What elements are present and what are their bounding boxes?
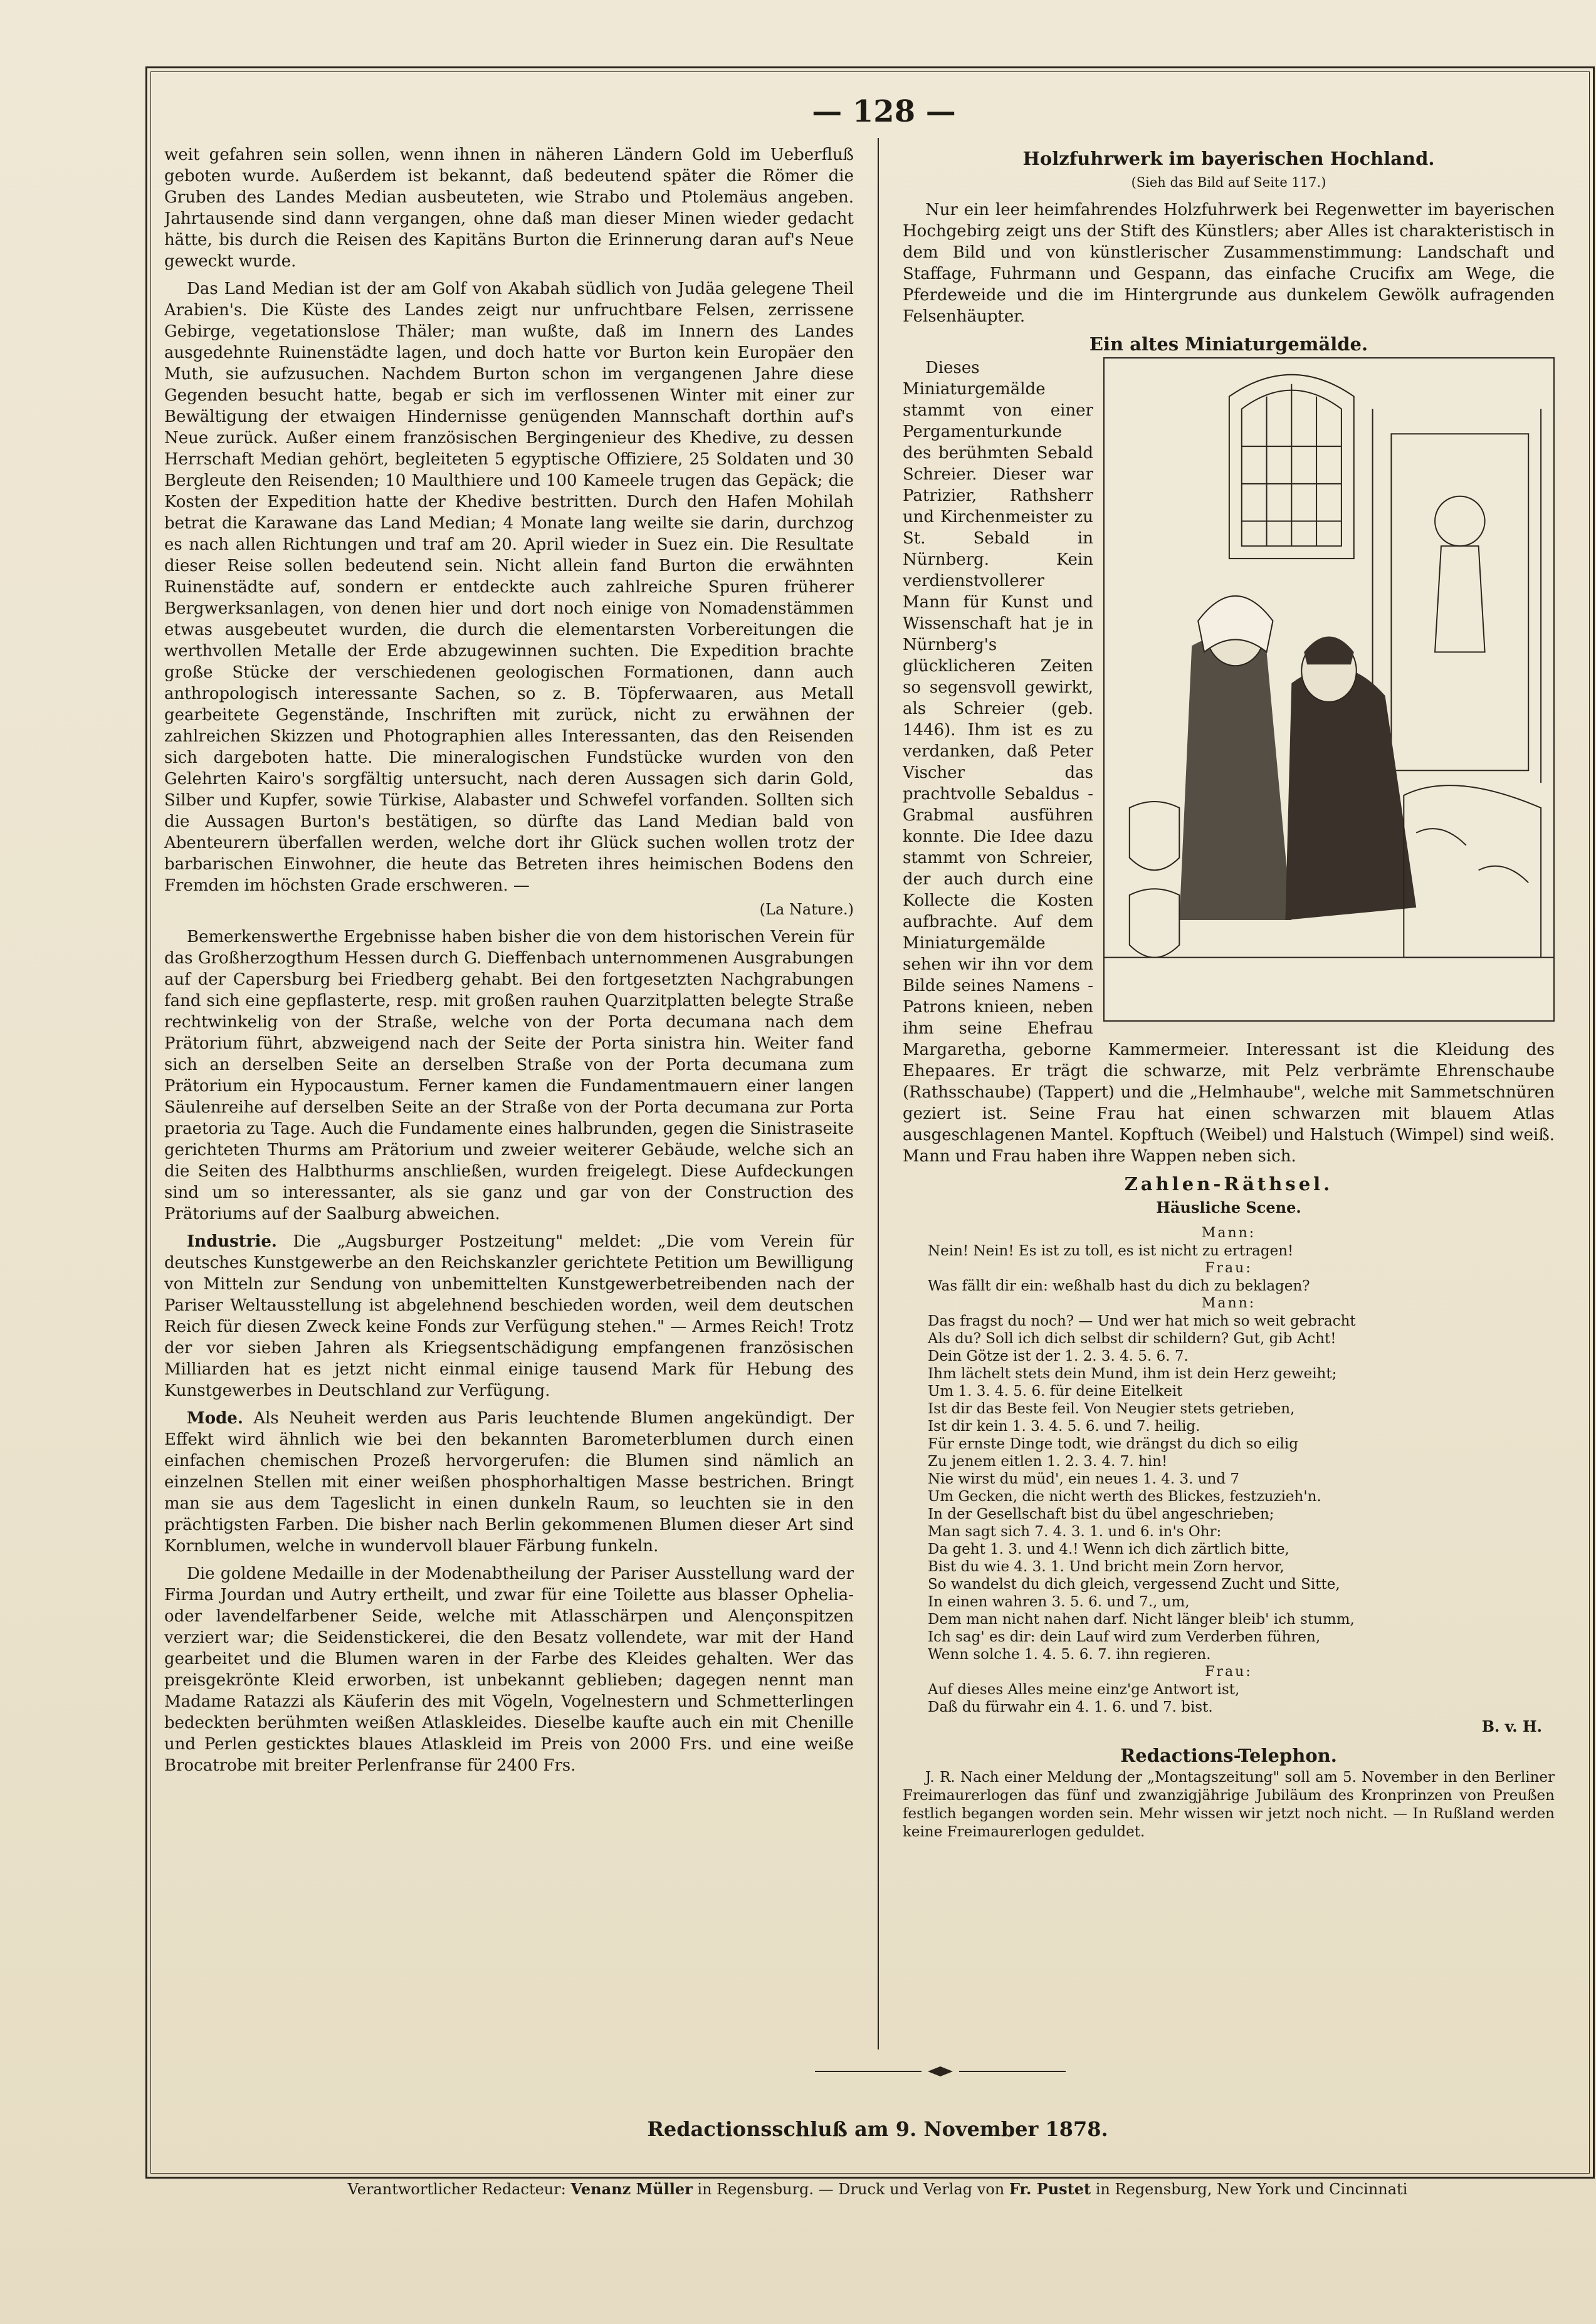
imprint-footer [313, 2180, 1442, 2198]
article-redactions-telephon: J. R. Nach einer Meldung der „Montagszeitung" soll am 5. November in den Berliner Freimaurerlogen das fünf und zwanzigjährige Jubiläum des Kronprinzen von Preußen festlich begangen worden sein. Mehr wissen wir jetzt noch nicht. — In Rußland werden keine Freimaurerlogen geduldet. [903, 1769, 1555, 1840]
page-number: — 128 — [812, 94, 956, 129]
source-la-nature: (La Nature.) [759, 901, 854, 918]
riddle-line: So wandelst du dich gleich, vergessend Zucht und Sitte, [928, 1576, 1340, 1593]
speaker-frau: Frau: [1205, 1664, 1252, 1680]
riddle-line: Dein Götze ist der 1. 2. 3. 4. 5. 6. 7. [928, 1348, 1189, 1364]
riddle-line: Das fragst du noch? — Und wer hat mich so weit gebracht [928, 1313, 1356, 1329]
riddle-line: Da geht 1. 3. und 4.! Wenn ich dich zärtlich bitte, [928, 1541, 1289, 1557]
heading-holzfuhrwerk: Holzfuhrwerk im bayerischen Hochland. [1022, 148, 1435, 169]
article-medaille: Die goldene Medaille in der Modenabtheilung der Pariser Ausstellung ward der Firma Jourdan und Autry ertheilt, und zwar für eine Toilette aus blasser Ophelia- oder lavendelfarbener Seide, welche mit Atlasschärpen und Alençonspitzen verziert war; die Seidenstickerei, die den Besatz vollendete, war mit der Hand gearbeitet und die Blumen waren in der Farbe des Kleides gehalten. Wer das preisgekrönte Kleid erworben, ist unbekannt geblieben; dagegen nennt man Madame Ratazzi als Käuferin des mit Vögeln, Vogelnestern und Schmetterlingen bedeckten berühmten weißen Atlaskleides. Dieselbe kaufte auch ein mit Chenille und Perlen gesticktes blaues Atlaskleid im Preis von 2000 Frs. und eine weiße Brocatrobe mit breiter Perlenfranse für 2400 Frs. [164, 1564, 854, 1775]
subheading-haeusliche-scene: Häusliche Scene. [1156, 1198, 1301, 1217]
riddle-line: Nein! Nein! Es ist zu toll, es ist nicht zu ertragen! [928, 1243, 1294, 1259]
footer-editor: Venanz Müller [570, 2180, 693, 2198]
riddle-line: Auf dieses Alles meine einz'ge Antwort ist, [928, 1682, 1240, 1698]
riddle-line: Bist du wie 4. 3. 1. Und bricht mein Zorn hervor, [928, 1559, 1284, 1575]
footer-suffix: in Regensburg, New York und Cincinnati [1095, 2180, 1408, 2198]
riddle-line: Daß du fürwahr ein 4. 1. 6. und 7. bist. [928, 1699, 1213, 1715]
runin-mode: Mode. [187, 1409, 243, 1428]
article-miniaturgemaelde: Dieses Miniaturgemälde stammt von einer Pergamenturkunde des berühmten Sebald Schreier. Dieser war Patrizier, Rathsherr und Kirchenmeister zu St. Sebald in Nürnberg. Kein verdienstvollerer Mann für Kunst und Wissenschaft hat je in Nürnberg's glücklicheren Zeiten so segensvoll gewirkt, als Schreier (geb. 1446). Ihm ist es zu verdanken, daß Peter Vischer das prachtvolle Sebaldus - Grabmal ausführen konnte. Die Idee dazu stammt von Schreier, der auch durch eine Kollecte die Kosten aufbrachte. Auf dem Miniaturgemälde sehen wir ihn vor dem Bilde seines Namens - Patrons knieen, neben ihm seine Ehefrau Margaretha, geborne Kammermeier. Interessant ist die Kleidung des Ehepaares. Er trägt die schwarze, mit Pelz verbrämte Ehrenschaube (Rathsschaube) (Tappert) und die „Helmhaube", welche mit Sammetschnüren geziert ist. Seine Frau hat einen schwarzen mit blauem Atlas ausgeschlagenen Mantel. Kopftuch (Weibel) und Halstuch (Wimpel) sind weiß. Mann und Frau haben ihre Wappen neben sich. [903, 359, 1555, 1166]
kneeling-couple-engraving [1105, 359, 1553, 1020]
text-industrie: Die „Augsburger Postzeitung" meldet: „Die vom Verein für deutsches Kunstgewerbe an den Reichskanzler gerichtete Petition um Bewilligung von Mitteln zur Sendung von unbemittelten Kunstgewerbetreibenden nach der Pariser Weltausstellung ist abgelehnend beschieden worden, weil dem deutschen Reich für diesen Zweck keine Fonds zur Verfügung stehen." — Armes Reich! Trotz der vor sieben Jahren als Kriegsentschädigung empfangenen französischen Milliarden hat es jetzt nicht einmal einige tausend Mark für Hebung des Kunstgewerbes in Deutschland zur Verfügung. [164, 1232, 854, 1400]
left-column [164, 144, 854, 2056]
riddle-line: Dem man nicht nahen darf. Nicht länger bleib' ich stumm, [928, 1611, 1355, 1628]
riddle-line: Ist dir das Beste feil. Von Neugier stets getrieben, [928, 1401, 1295, 1417]
footer-mid: in Regensburg. — Druck und Verlag von [697, 2180, 1005, 2198]
heading-zahlen-raethsel: Zahlen-Räthsel. [1124, 1173, 1333, 1195]
riddle-line: Wenn solche 1. 4. 5. 6. 7. ihn regieren. [928, 1646, 1211, 1663]
heading-redactions-telephon: Redactions-Telephon. [1120, 1745, 1337, 1766]
speaker-frau: Frau: [1205, 1260, 1252, 1276]
article-holzfuhrwerk: Nur ein leer heimfahrendes Holzfuhrwerk bei Regenwetter im bayerischen Hochgebirg zeigt uns der Stift des Künstlers; aber Alles ist charakteristisch in dem Bild und von künstlerischer Zusammenstimmung: Landschaft und Staffage, Fuhrmann und Gespann, das einfache Crucifix am Wege, die Pferdeweide und die im Hintergrunde aus dunkelem Gewölk aufragenden Felsenhäupter. [903, 201, 1555, 326]
article-median: Das Land Median ist der am Golf von Akabah südlich von Judäa gelegene Theil Arabien's. Die Küste des Landes zeigt nur unfruchtbare Felsen, zerrissene Gebirge, vegetationslose Thäler; man wußte, daß im Innern des Landes ausgedehnte Ruinenstädte lagen, und doch hatte vor Burton kein Europäer den Muth, sie aufzusuchen. Nachdem Burton schon im vergangenen Jahre diese Gegenden besucht hatte, begab er sich im verflossenen Winter mit einer zur Bewältigung der etwaigen Hindernisse genügenden Mannschaft dorthin auf's Neue zurück. Außer einem französischen Bergingenieur des Khedive, zu dessen Herrschaft Median gehört, begleiteten 5 egyptische Offiziere, 25 Soldaten und 30 Bergleute den Reisenden; 10 Maulthiere und 100 Kameele trugen das Gepäck; die Kosten der Expedition hatte der Khedive bestritten. Durch den Hafen Mohilah betrat die Karawane das Land Median; 4 Monate lang weilte sie darin, durchzog es nach allen Richtungen und traf am 20. April wieder in Suez ein. Die Resultate dieser Reise sollen bedeutend sein. Nicht allein fand Burton die erwähnten Ruinenstädte auf, sondern er entdeckte auch zahlreiche Spuren früherer Bergwerksanlagen, von denen hier und dort noch einige von Nomadenstämmen etwas ausgebeutet wurden, die durch die elementarsten Vorbereitungen die werthvollen Metalle der Erde abzugewinnen suchten. Die Expedition brachte große Stücke der verschiedenen geologischen Formationen, dann auch anthropologisch interessante Sachen, so z. B. Töpferwaaren, aus Metall gearbeitete Gegenstände, Inschriften mit zurück, nicht zu erwähnen der zahlreichen Skizzen und Photographien alles Interessanten, das den Reisenden sich dargeboten hatte. Die mineralogischen Fundstücke wurden von den Gelehrten Kairo's sorgfältig untersucht, nach deren Aussagen sich darin Gold, Silber und Kupfer, sowie Türkise, Alabaster und Schwefel vorfanden. Sollten sich die Aussagen Burton's bestätigen, so dürfte das Land Median bald von Abenteurern überfallen werden, welche dort ihr Glück suchen wollen trotz der barbarischen Einwohner, die heute das Betreten ihres heimischen Bodens den Fremden im höchsten Grade erschweren. — [164, 280, 854, 895]
footer-publisher: Fr. Pustet [1009, 2180, 1091, 2198]
miniature-painting-illustration [1103, 357, 1555, 1022]
riddle-line: Für ernste Dinge todt, wie drängst du dich so eilig [928, 1436, 1298, 1452]
riddle-line: Um Gecken, die nicht werth des Blickes, festzuzieh'n. [928, 1489, 1321, 1505]
riddle-line: Zu jenem eitlen 1. 2. 3. 4. 7. hin! [928, 1453, 1168, 1470]
column-divider [878, 138, 879, 2049]
riddle-line: Ich sag' es dir: dein Lauf wird zum Verderben führen, [928, 1629, 1321, 1645]
riddle-line: Als du? Soll ich dich selbst dir schildern? Gut, gib Acht! [928, 1331, 1336, 1347]
runin-industrie: Industrie. [187, 1232, 277, 1251]
right-column [903, 144, 1555, 2056]
riddle-line: In einen wahren 3. 5. 6. und 7., um, [928, 1594, 1190, 1610]
heading-miniaturgemaelde: Ein altes Miniaturgemälde. [1089, 333, 1368, 355]
article-capersburg: Bemerkenswerthe Ergebnisse haben bisher die von dem historischen Verein für das Großherzogthum Hessen durch G. Dieffenbach unternommenen Ausgrabungen auf der Capersburg bei Friedberg gehabt. Bei den fortgesetzten Nachgrabungen fand sich eine gepflasterte, resp. mit großen rauhen Quarzitplatten belegte Straße rechtwinkelig von der Straße, welche von der Porta decumana nach dem Prätorium führt, abzweigend nach der Seite der Porta sinistra hin. Weiter fand sich an derselben Seite an derselben Straße von der Porta decumana zum Prätorium ein Hypocaustum. Ferner kamen die Fundamentmauern einer langen Säulenreihe auf derselben Seite an der Straße von der Porta decumana zur Porta praetoria zu Tage. Auch die Fundamente eines halbrunden, gegen die Sinistraseite gerichteten Thurms am Prätorium und zweier weiterer Gebäude, welche sich an die Seiten des Halbthurms anschließen, wurden freigelegt. Diese Aufdeckungen sind um so interessanter, als sie ganz und gar von der Construction des Prätoriums auf der Saalburg abweichen. [164, 928, 854, 1223]
speaker-mann: Mann: [1201, 1295, 1256, 1311]
riddle-poem [903, 1225, 1555, 1716]
speaker-mann: Mann: [1201, 1225, 1256, 1241]
riddle-signature: B. v. H. [1481, 1717, 1542, 1735]
article-burton-continued: weit gefahren sein sollen, wenn ihnen in näheren Ländern Gold im Ueberfluß geboten wurde. Außerdem ist bekannt, daß bedeutend später die Römer die Gruben des Landes Median ausbeuteten, wie Strabo und Ptolemäus angeben. Jahrtausende sind dann vergangen, ohne daß man dieser Minen wieder gedacht hätte, bis durch die Reisen des Kapitäns Burton die Erinnerung daran auf's Neue geweckt wurde. [164, 145, 854, 271]
article-industrie [164, 1231, 854, 1401]
riddle-line: Ihm lächelt stets dein Mund, ihm ist dein Herz geweiht; [928, 1366, 1337, 1382]
riddle-line: In der Gesellschaft bist du übel angeschrieben; [928, 1506, 1274, 1522]
text-mode: Als Neuheit werden aus Paris leuchtende Blumen angekündigt. Der Effekt wird ähnlich wie bei den bekannten Barometerblumen durch einen einfachen chemischen Prozeß hervorgerufen: die Blumen sind nämlich an einzelnen Stellen mit einer weißen phosphorhaltigen Masse bestrichen. Bringt man sie aus dem Tageslicht in einen dunkeln Raum, so leuchten sie in den prächtigsten Farben. Die bisher nach Berlin gekommenen Blumen dieser Art sind Kornblumen, welche in wundervoll blauer Färbung funkeln. [164, 1409, 854, 1556]
ornament-divider [815, 2065, 1066, 2078]
footer-prefix: Verantwortlicher Redacteur: [347, 2180, 566, 2198]
riddle-line: Was fällt dir ein: weßhalb hast du dich zu beklagen? [928, 1278, 1310, 1294]
riddle-line: Ist dir kein 1. 3. 4. 5. 6. und 7. heilig. [928, 1418, 1200, 1435]
riddle-line: Nie wirst du müd', ein neues 1. 4. 3. und 7 [928, 1471, 1240, 1487]
riddle-line: Man sagt sich 7. 4. 3. 1. und 6. in's Ohr: [928, 1524, 1222, 1540]
editorial-deadline: Redactionsschluß am 9. November 1878. [647, 2117, 1108, 2141]
riddle-line: Um 1. 3. 4. 5. 6. für deine Eitelkeit [928, 1383, 1183, 1400]
article-mode [164, 1408, 854, 1557]
note-see-page: (Sieh das Bild auf Seite 117.) [1131, 175, 1326, 190]
